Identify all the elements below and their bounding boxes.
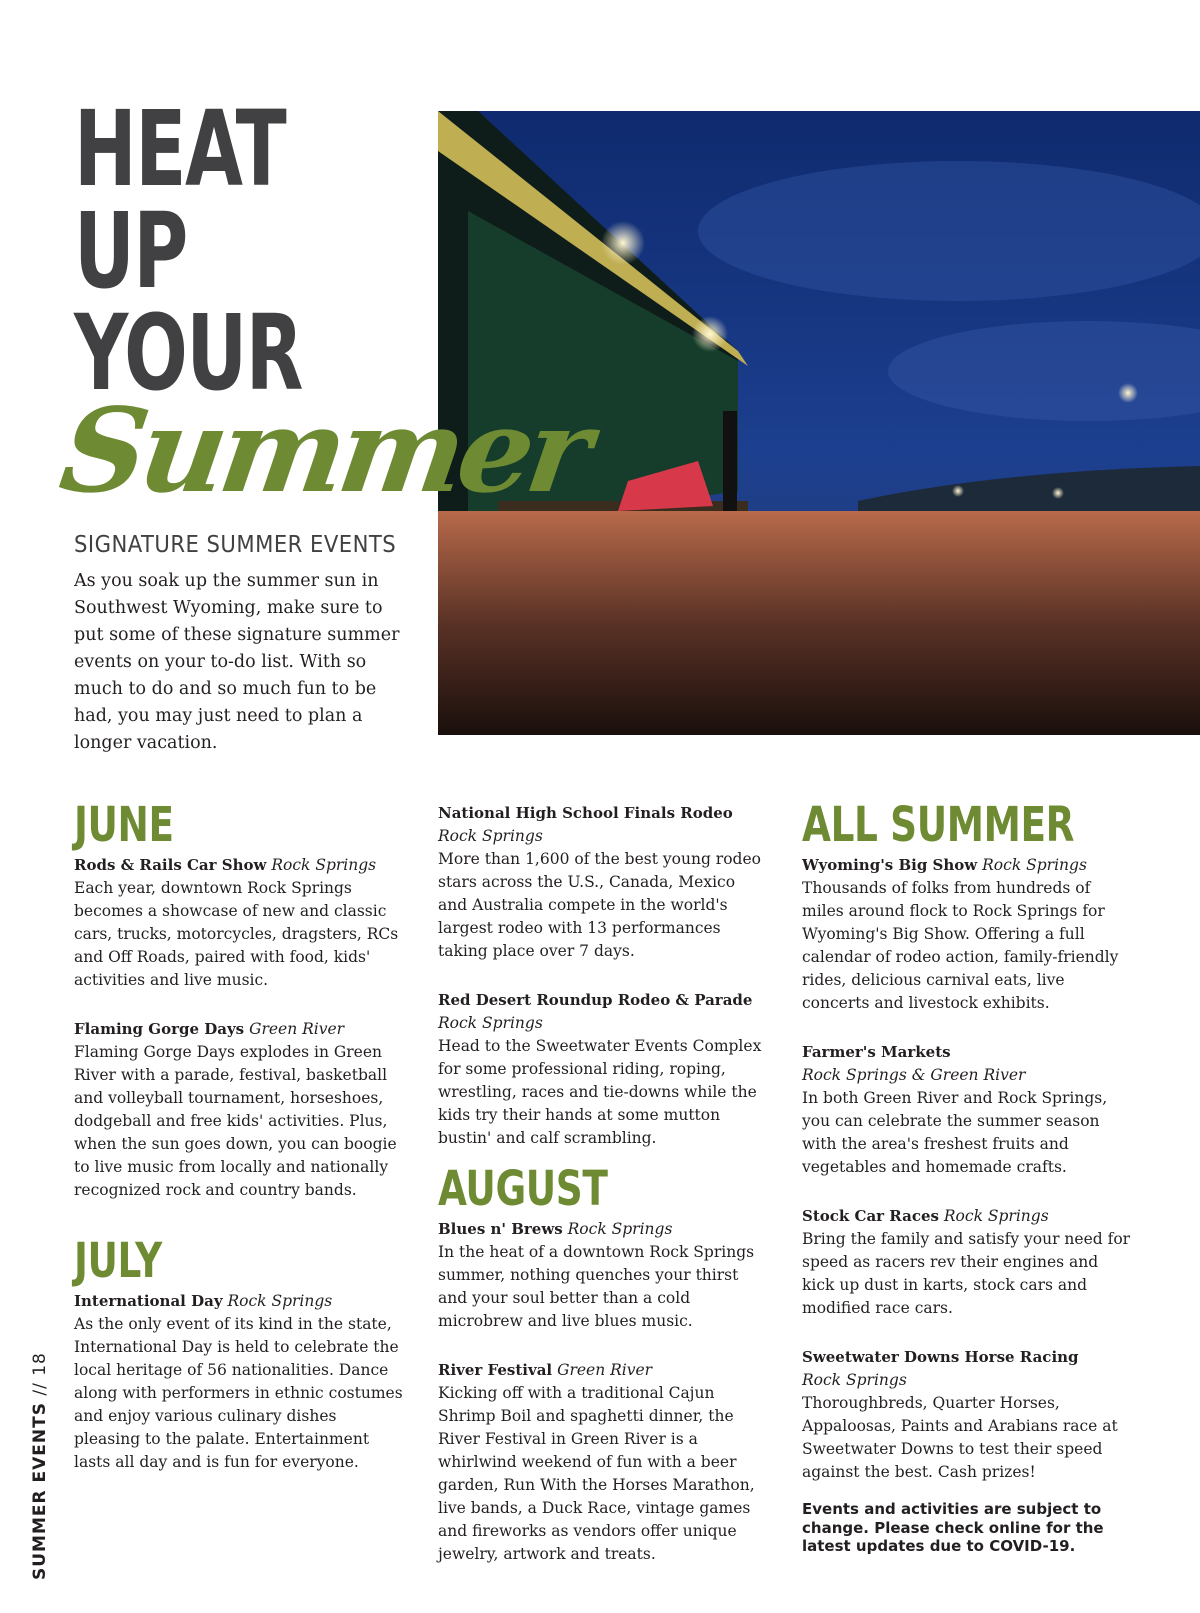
month-heading-august: AUGUST (438, 1161, 608, 1217)
event-farmers-markets (802, 1041, 1132, 1179)
event-stock-car-races (802, 1205, 1132, 1320)
headline-line-1: HEAT (74, 88, 286, 210)
event-blues-n-brews (438, 1218, 766, 1333)
footer-separator: // (30, 1375, 50, 1403)
event-river-festival (438, 1359, 766, 1566)
event-description: Thoroughbreds, Quarter Horses, Appaloosas, Paints and Arabians race at Sweetwater Downs to test their speed against the best. Cash prizes! (802, 1394, 1118, 1481)
event-international-day (74, 1290, 404, 1474)
event-name: River Festival (438, 1361, 553, 1379)
event-location: Rock Springs (438, 1014, 543, 1032)
event-location: Rock Springs (438, 827, 543, 845)
page-footer (30, 1352, 50, 1580)
event-description: More than 1,600 of the best young rodeo stars across the U.S., Canada, Mexico and Australia compete in the world's largest rodeo with 13 performances taking place over 7 days. (438, 850, 761, 960)
event-name: International Day (74, 1292, 223, 1310)
event-name: Sweetwater Downs Horse Racing (802, 1348, 1079, 1366)
event-description: Bring the family and satisfy your need for speed as racers rev their engines and kick up dust in karts, stock cars and modified race cars. (802, 1230, 1131, 1317)
month-heading-june: JUNE (74, 797, 174, 853)
event-name: Stock Car Races (802, 1207, 939, 1225)
event-location: Rock Springs (227, 1292, 333, 1310)
event-location: Rock Springs (982, 856, 1087, 874)
intro-paragraph: As you soak up the summer sun in Southwest Wyoming, make sure to put some of these signature summer events on your to-do list. With so much to do and so much fun to be had, you may just need to plan a longer vacation. (74, 571, 400, 753)
headline-script-word: Summer (52, 382, 594, 519)
event-description: As the only event of its kind in the state, International Day is held to celebrate the local heritage of 56 nationalities. Dance along with performers in ethnic costumes and enjoy various culinary dishes pleasing to the palate. Entertainment lasts all day and is fun for everyone. (74, 1315, 403, 1471)
page-number: 18 (30, 1352, 50, 1376)
event-name: National High School Finals Rodeo (438, 804, 733, 822)
event-red-desert-roundup (438, 989, 766, 1150)
subhead: SIGNATURE SUMMER EVENTS (74, 532, 397, 558)
event-description: Each year, downtown Rock Springs becomes a showcase of new and classic cars, trucks, motorcycles, dragsters, RCs and Off Roads, paired with food, kids' activities and live music. (74, 879, 399, 989)
event-description: Flaming Gorge Days explodes in Green River with a parade, festival, basketball and volleyball tournament, horseshoes, dodgeball and free kids' activities. Plus, when the sun goes down, you can boogie to live music from locally and nationally recognized rock and country bands. (74, 1043, 397, 1199)
covid-disclaimer: Events and activities are subject to change. Please check online for the latest updates due to COVID-19. (802, 1500, 1104, 1555)
event-nhs-finals-rodeo (438, 802, 766, 963)
month-heading-all-summer: ALL SUMMER (802, 797, 1075, 853)
event-name: Wyoming's Big Show (802, 856, 978, 874)
event-location: Green River (249, 1020, 345, 1038)
event-location: Rock Springs (802, 1371, 907, 1389)
event-location: Green River (557, 1361, 653, 1379)
event-name: Blues n' Brews (438, 1220, 563, 1238)
headline-line-3: YOUR (74, 292, 302, 414)
headline-line-2: UP (74, 190, 187, 312)
event-sweetwater-downs (802, 1346, 1132, 1484)
event-name: Rods & Rails Car Show (74, 856, 267, 874)
event-location: Rock Springs (943, 1207, 1049, 1225)
event-description: Kicking off with a traditional Cajun Shrimp Boil and spaghetti dinner, the River Festival in Green River is a whirlwind weekend of fun with a beer garden, Run With the Horses Marathon, live bands, a Duck Race, vintage games and fireworks as vendors offer unique jewelry, artwork and treats. (438, 1384, 755, 1563)
column-all-summer (802, 797, 1132, 1556)
event-name: Red Desert Roundup Rodeo & Parade (438, 991, 753, 1009)
month-heading-july: JULY (74, 1233, 162, 1289)
event-location: Rock Springs (271, 856, 377, 874)
event-location: Rock Springs & Green River (802, 1066, 1026, 1084)
event-rods-rails (74, 854, 404, 992)
footer-section-label: SUMMER EVENTS (30, 1402, 50, 1580)
event-name: Flaming Gorge Days (74, 1020, 245, 1038)
event-name: Farmer's Markets (802, 1043, 951, 1061)
headline (74, 88, 302, 414)
event-wyomings-big-show (802, 854, 1132, 1015)
event-location: Rock Springs (567, 1220, 673, 1238)
column-july-august (438, 802, 766, 1592)
column-june-july (74, 797, 404, 1500)
event-flaming-gorge-days (74, 1018, 404, 1202)
event-description: Head to the Sweetwater Events Complex for some professional riding, roping, wrestling, races and tie-downs while the kids try their hands at some mutton bustin' and calf scrambling. (438, 1037, 762, 1147)
event-description: Thousands of folks from hundreds of miles around flock to Rock Springs for Wyoming's Big Show. Offering a full calendar of rodeo action, family-friendly rides, delicious carnival eats, live concerts and livestock exhibits. (802, 879, 1119, 1012)
event-description: In both Green River and Rock Springs, you can celebrate the summer season with the area's freshest fruits and vegetables and homemade crafts. (802, 1089, 1108, 1176)
event-description: In the heat of a downtown Rock Springs summer, nothing quenches your thirst and your soul better than a cold microbrew and live blues music. (438, 1243, 755, 1330)
